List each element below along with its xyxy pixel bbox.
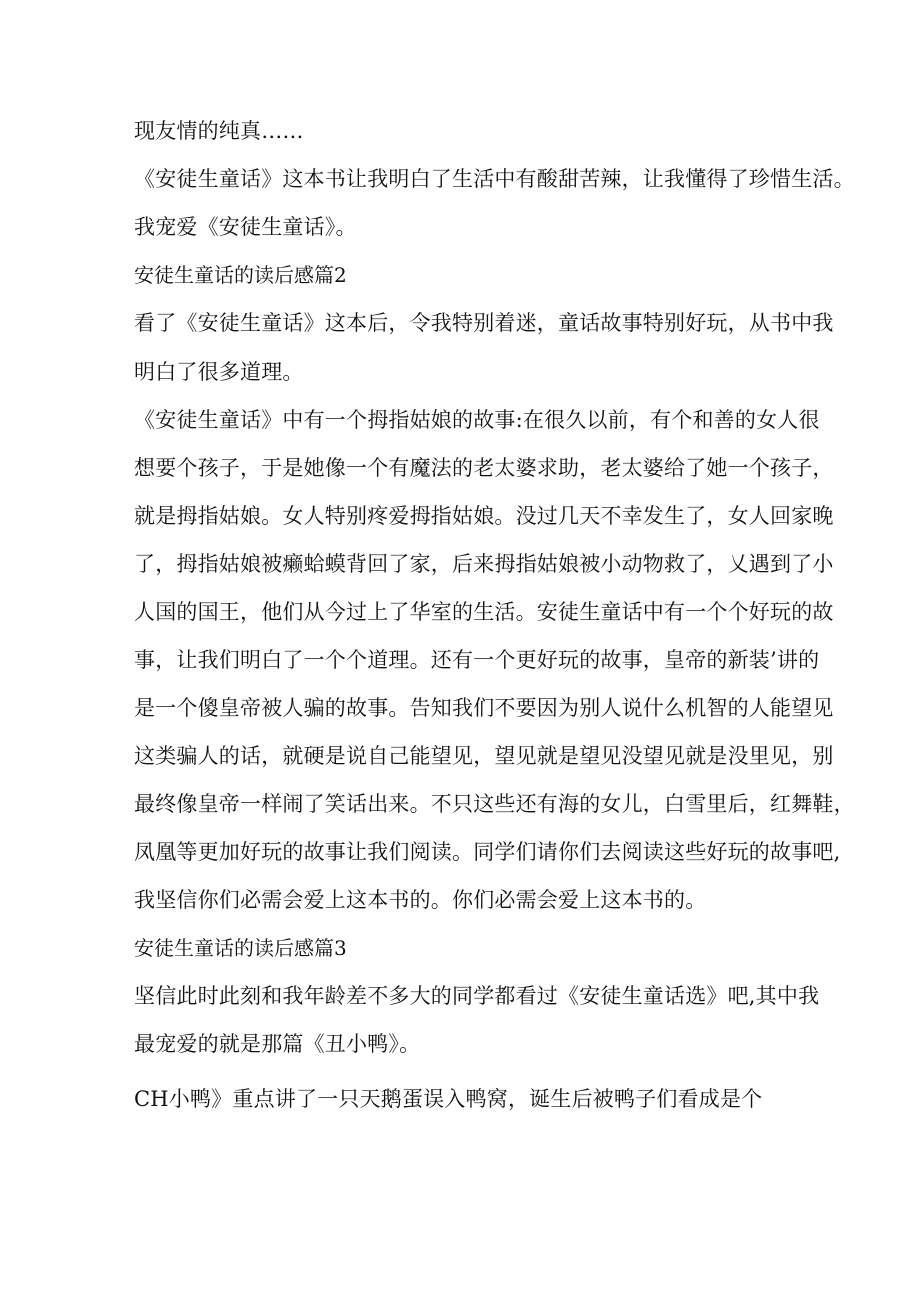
text-line: 就是拇指姑娘。女人特别疼爱拇指姑娘。没过几天不幸发生了，女人回家晚 bbox=[134, 504, 834, 528]
text-line: 现友情的纯真…… bbox=[134, 119, 304, 143]
text-line: 这类骗人的话，就硬是说自己能望见，望见就是望见没望见就是没里见，别 bbox=[134, 744, 834, 768]
text-line: CH小鸭》重点讲了一只天鹅蛋误入鸭窝，诞生后被鸭子们看成是个 bbox=[134, 1087, 763, 1111]
text-line: 坚信此时此刻和我年龄差不多大的同学都看过《安徒生童话选》吧,其中我 bbox=[134, 984, 820, 1008]
text-line: 看了《安徒生童话》这本后，令我特别着迷，童话故事特别好玩，从书中我 bbox=[134, 311, 834, 335]
text-line: 了，拇指姑娘被癞蛤蟆背回了家，后来拇指姑娘被小动物救了，乂遇到了小 bbox=[134, 552, 834, 576]
text-line: 我宠爱《安徒生童话》。 bbox=[134, 215, 357, 239]
text-line: 最终像皇帝一样闹了笑话出来。不只这些还有海的女儿，白雪里后，红舞鞋， bbox=[134, 792, 855, 816]
section-heading: 安徒生童话的读后感篇2 bbox=[134, 263, 347, 287]
text-line: 人国的国王，他们从今过上了华室的生活。安徒生童话中有一个个好玩的故 bbox=[134, 600, 834, 624]
text-line: 明白了很多道理。 bbox=[134, 360, 304, 384]
section-heading: 安徒生童话的读后感篇3 bbox=[134, 936, 347, 960]
text-line: 是一个傻皇帝被人骗的故事。告知我们不要因为别人说什么机智的人能望见 bbox=[134, 696, 834, 720]
text-line: 最宠爱的就是那篇《丑小鸭》。 bbox=[134, 1032, 421, 1056]
text-line: 《安徒生童话》中有一个拇指姑娘的故事:在很久以前，有个和善的女人很 bbox=[134, 408, 820, 432]
text-line: 凤凰等更加好玩的故事让我们阅读。同学们请你们去阅读这些好玩的故事吧, bbox=[134, 840, 841, 864]
text-line: 事，让我们明白了一个个道理。还有一个更好玩的故事，皇帝的新装’讲的 bbox=[134, 648, 820, 672]
text-line: 《安徒生童话》这本书让我明白了生活中有酸甜苦辣，让我懂得了珍惜生活。 bbox=[134, 167, 855, 191]
text-line: 我坚信你们必需会爱上这本书的。你们必需会爱上这本书的。 bbox=[134, 888, 707, 912]
text-line: 想要个孩子，于是她像一个有魔法的老太婆求助，老太婆给了她一个孩子， bbox=[134, 456, 834, 480]
